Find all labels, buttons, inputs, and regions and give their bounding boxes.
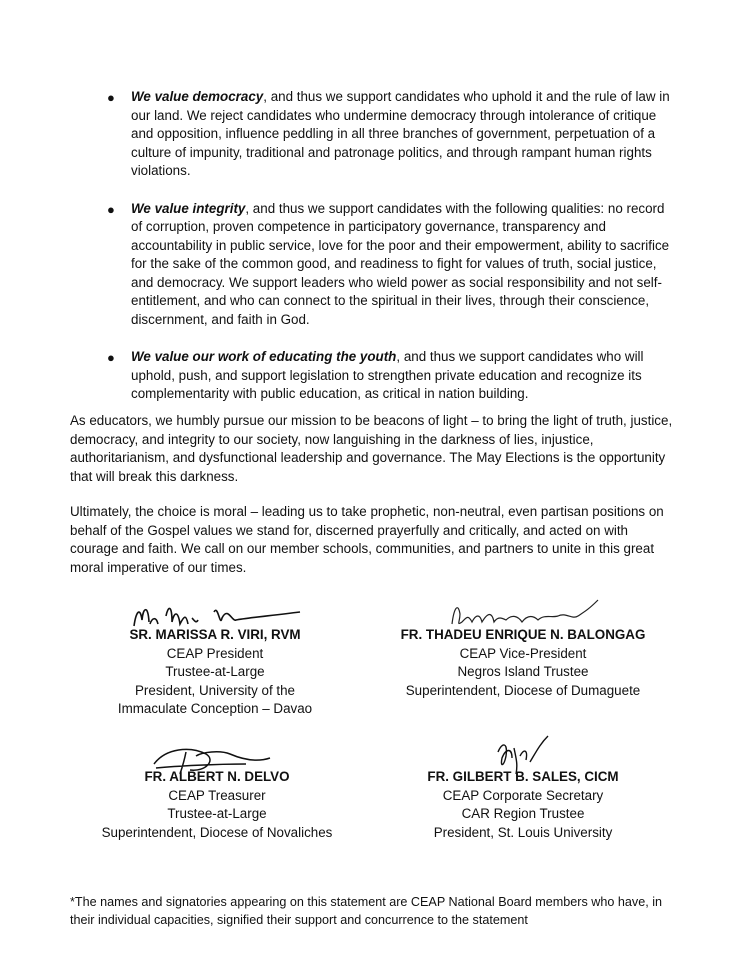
signatory-name: FR. GILBERT B. SALES, CICM — [427, 769, 619, 784]
signatory-delvo — [52, 768, 382, 842]
value-democracy-item — [104, 88, 674, 181]
signatory-title: Negros Island Trustee — [457, 664, 589, 679]
value-educating-youth-item — [104, 348, 674, 404]
signatory-title: Trustee-at-Large — [167, 806, 267, 821]
signatory-title: Immaculate Conception – Davao — [117, 701, 313, 716]
footnote: *The names and signatories appearing on this statement are CEAP National Board members who have, in their individual capacities, signified their support and concurrence to the statement — [70, 895, 663, 927]
signatory-balongag — [358, 626, 688, 700]
value-text: , and thus we support candidates who uphold it and the rule of law in our land. We reject candidates who undermine democracy through intolerance of critique and opposition, influence peddling in all three branches of government, perpetuation of a culture of impunity, traditional and patronage politics, and through rampant human rights violations. — [131, 89, 670, 178]
values-list — [104, 88, 674, 423]
value-lead: We value democracy — [131, 89, 264, 104]
value-integrity-item — [104, 200, 674, 330]
signatory-title: CAR Region Trustee — [461, 806, 585, 821]
signatory-title: President, St. Louis University — [433, 824, 613, 840]
signatory-title: CEAP Corporate Secretary — [442, 787, 604, 803]
bullet-icon: ● — [107, 90, 115, 105]
value-text: , and thus we support candidates with the following qualities: no record of corruption, proven competence in participatory governance, transparency and accountability in public service, love for the poor and their empowerment, ability to sacrifice for the sake of the common good, and readiness to fight for values of truth, social justice, and democracy. We support leaders who wield power as social responsibility and not self-entitlement, and who can connect to the spiritual in their lives, through their conscience, discernment, and faith in God. — [131, 200, 670, 327]
signatory-title: Trustee-at-Large — [165, 664, 265, 679]
signatory-title: CEAP Treasurer — [168, 787, 266, 803]
signatory-title: President, University of the — [134, 682, 295, 698]
signatory-title: Superintendent, Diocese of Novaliches — [101, 824, 333, 840]
value-text: , and thus we support candidates who will uphold, push, and support legislation to strengthen private education and recognize its complementarity with public education, as critical in nation building. — [131, 349, 644, 401]
moral-choice-paragraph: Ultimately, the choice is moral – leading us to take prophetic, non-neutral, even partisan positions on behalf of the Gospel values we stand for, discerned prayerfully and critically, and acted on with courage and faith. We call on our member schools, communities, and partners to unite in this great moral imperative of our times. — [70, 504, 664, 575]
signatory-title: CEAP President — [166, 645, 264, 661]
signatory-title: CEAP Vice-President — [459, 645, 587, 661]
signatory-sales — [358, 768, 688, 842]
signatory-title: Superintendent, Diocese of Dumaguete — [405, 682, 641, 698]
signatory-name: SR. MARISSA R. VIRI, RVM — [129, 627, 301, 642]
value-lead: We value integrity — [131, 200, 246, 216]
bullet-icon: ● — [107, 201, 115, 217]
signatory-viri — [50, 626, 380, 719]
value-lead: We value our work of educating the youth — [131, 349, 397, 364]
educators-paragraph: As educators, we humbly pursue our mission to be beacons of light – to bring the light of truth, justice, democracy, and integrity to our society, now languishing in the darkness of lies, injustice, authoritarianism, and dysfunctional leadership and governance. The May Elections is the opportunity that will break this darkness. — [70, 413, 673, 484]
bullet-icon: ● — [107, 350, 115, 365]
signatory-name: FR. THADEU ENRIQUE N. BALONGAG — [400, 627, 646, 642]
signatory-name: FR. ALBERT N. DELVO — [144, 769, 290, 784]
